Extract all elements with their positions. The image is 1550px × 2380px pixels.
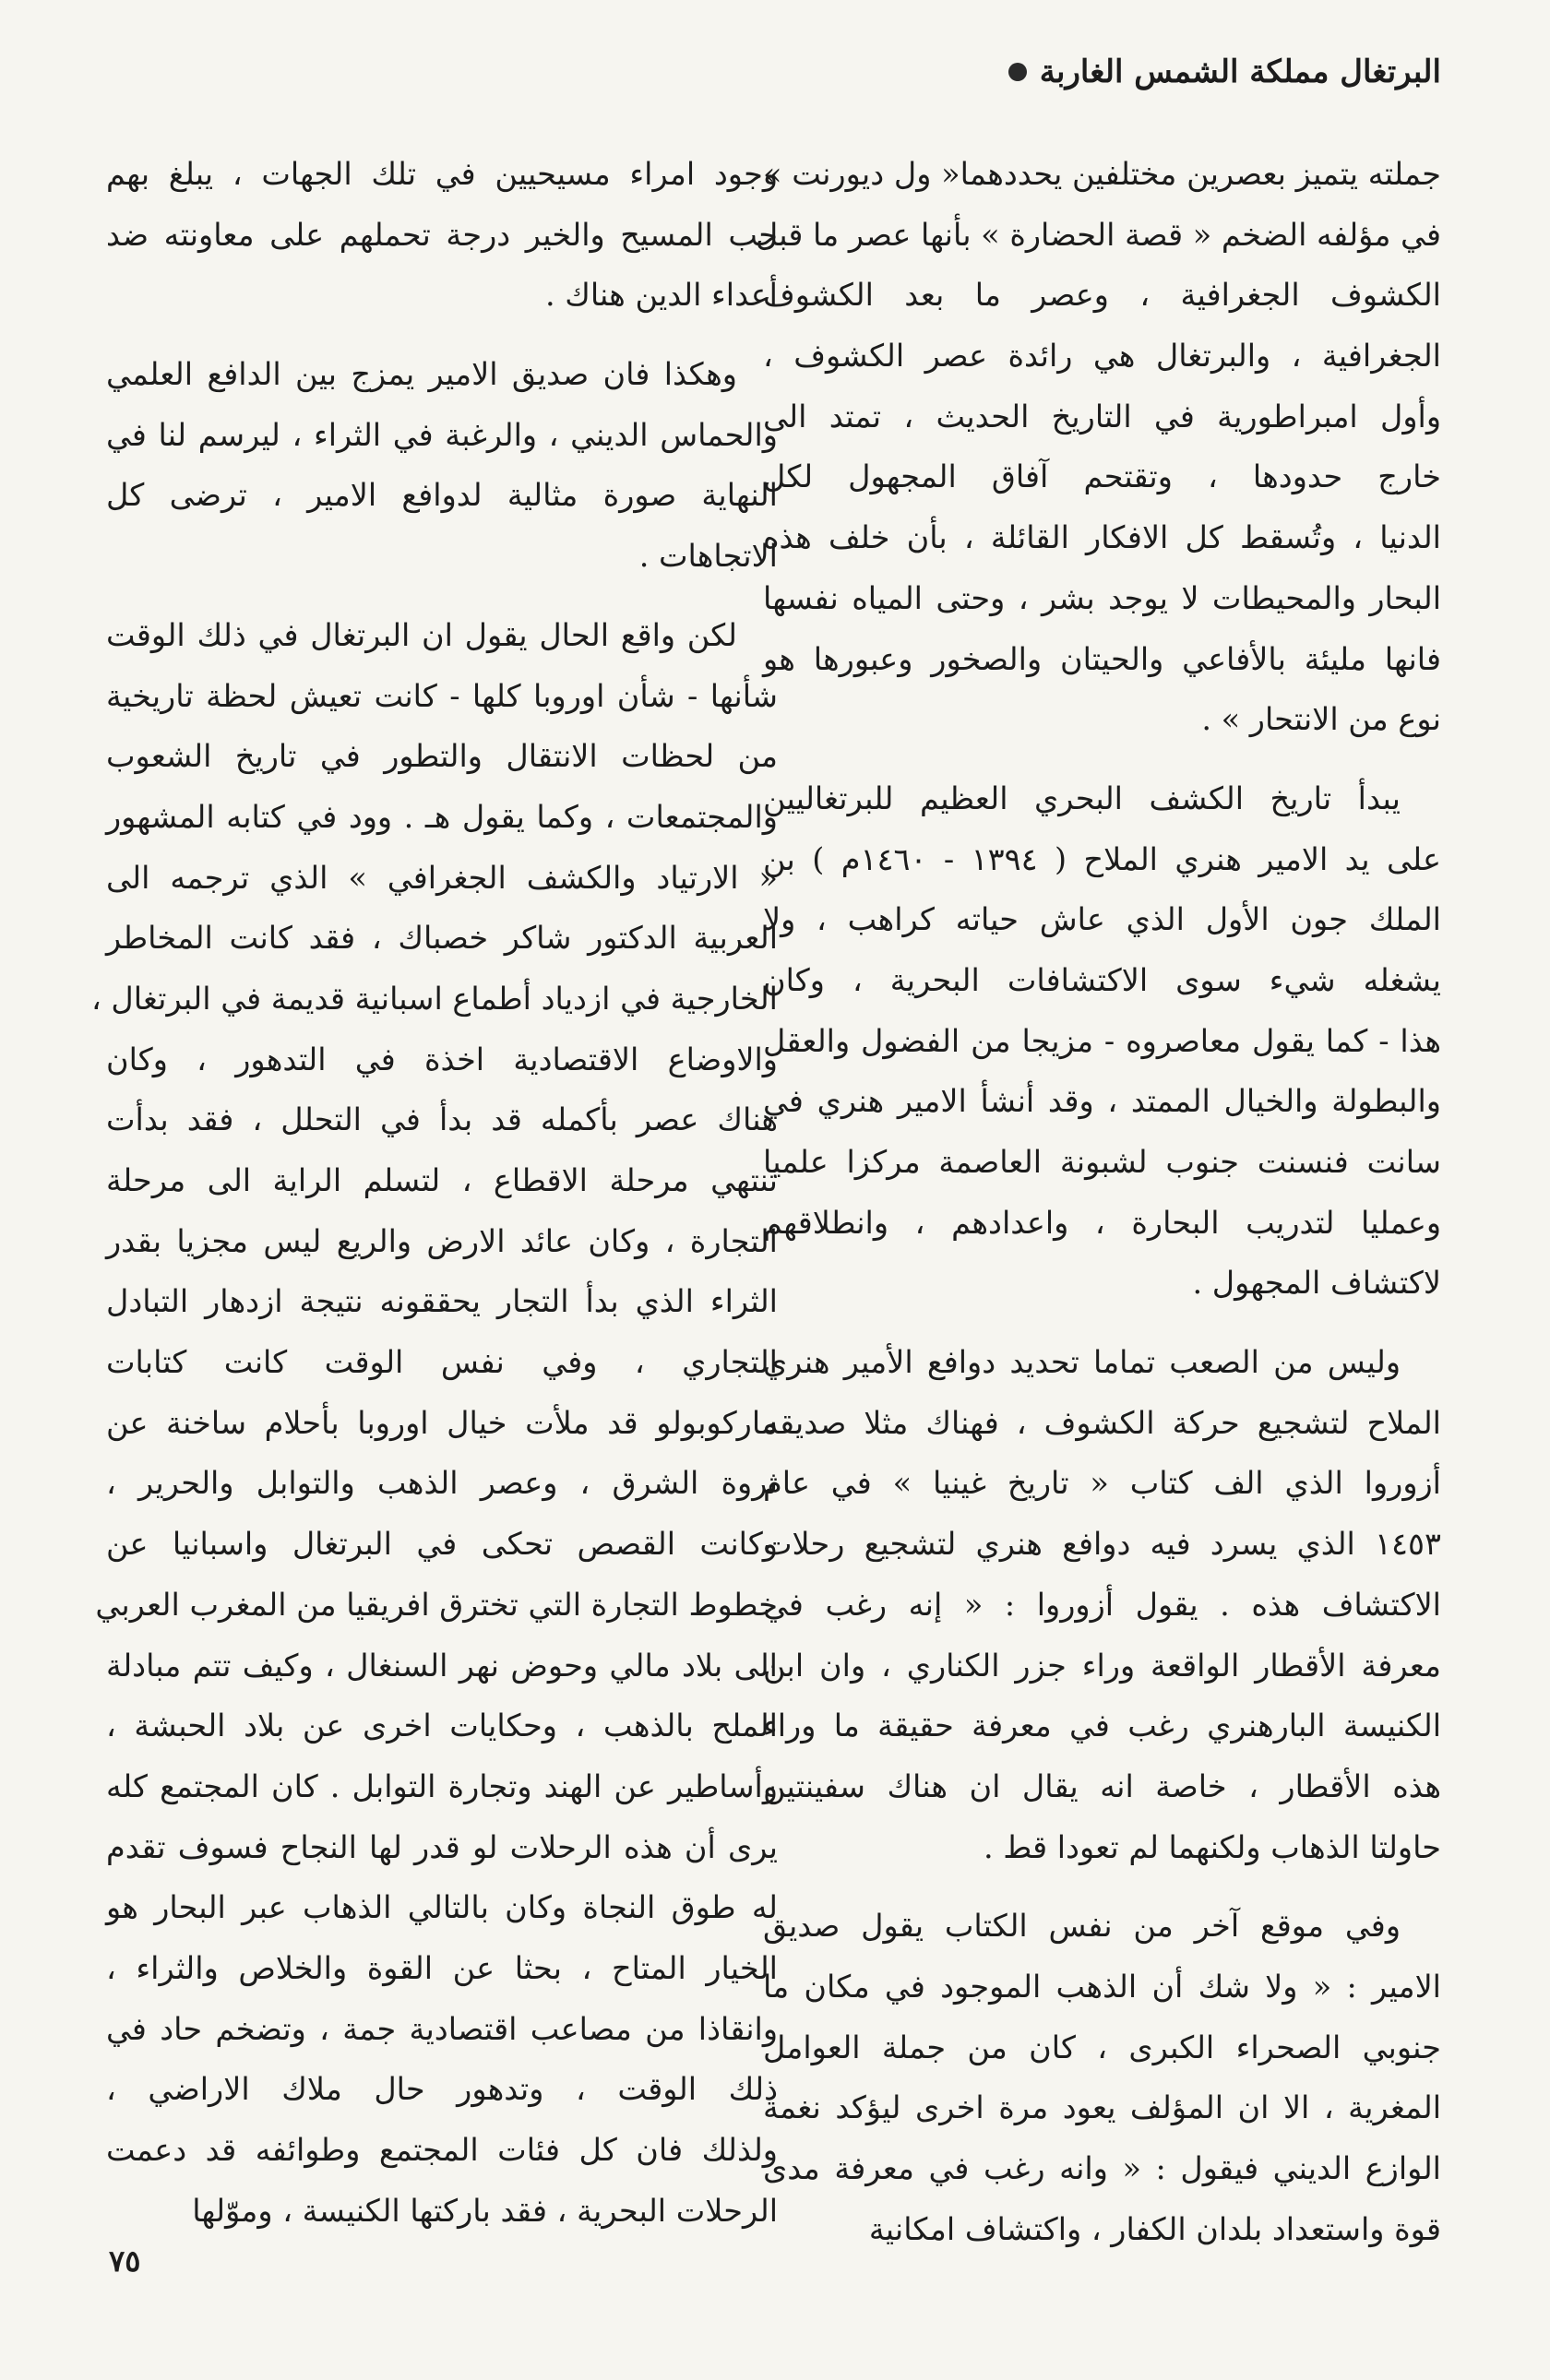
text-line: التجاري ، وفي نفس الوقت كانت كتابات [106,1344,778,1381]
text-line: شأنها - شأن اوروبا كلها - كانت تعيش لحظة تاريخية [106,677,778,714]
text-line: الملاح لتشجيع حركة الكشوف ، فهناك مثلا صديقه [763,1404,1441,1441]
text-line: يشغله شيء سوى الاكتشافات البحرية ، وكان [763,961,1441,998]
text-line: أزوروا الذي الف كتاب « تاريخ غينيا » في عام [763,1465,1441,1502]
text-line: لكن واقع الحال يقول ان البرتغال في ذلك الوقت [106,616,737,653]
text-line: معرفة الأقطار الواقعة وراء جزر الكناري ، وان ابن [763,1647,1441,1684]
text-line: يرى أن هذه الرحلات لو قدر لها النجاح فسوف تقدم [106,1828,778,1865]
text-line: ولذلك فان كل فئات المجتمع وطوائفه قد دعمت [106,2132,778,2168]
text-line: حب المسيح والخير درجة تحملهم على معاونته ضد [106,216,778,253]
text-line: « الارتياد والكشف الجغرافي » الذي ترجمه الى [106,859,778,896]
text-line: الجغرافية ، والبرتغال هي رائدة عصر الكشوف ، [763,338,1441,375]
text-line: والمجتمعات ، وكما يقول هـ . وود في كتابه المشهور [106,798,778,835]
text-line: الرحلات البحرية ، فقد باركتها الكنيسة ، وموّلها [192,2192,778,2229]
text-line: في مؤلفه الضخم « قصة الحضارة » بأنها عصر ما قبل [755,216,1441,253]
text-line: المغرية ، الا ان المؤلف يعود مرة اخرى ليؤكد نغمة [763,2089,1441,2126]
text-line: خارج حدودها ، وتقتحم آفاق المجهول لكل [763,458,1441,495]
text-line: وجود امراء مسيحيين في تلك الجهات ، يبلغ بهم [106,156,778,192]
text-line: حاولتا الذهاب ولكنهما لم تعودا قط . [983,1828,1441,1865]
text-line: الثراء الذي بدأ التجار يحققونه نتيجة ازدهار التبادل [106,1283,778,1320]
text-line: الملح بالذهب ، وحكايات اخرى عن بلاد الحبشة ، [106,1708,778,1744]
text-line: وعمليا لتدريب البحارة ، واعدادهم ، وانطلاقهم [763,1204,1441,1241]
text-line: ثروة الشرق ، وعصر الذهب والتوابل والحرير ، [106,1465,778,1502]
text-line: البحار والمحيطات لا يوجد بشر ، وحتى المياه نفسها [763,579,1441,616]
text-line: تنتهي مرحلة الاقطاع ، لتسلم الراية الى مرحلة [106,1162,778,1198]
text-line: له طوق النجاة وكان بالتالي الذهاب عبر البحار هو [106,1889,778,1926]
text-line: الدنيا ، وتُسقط كل الافكار القائلة ، بأن خلف هذه [763,519,1441,556]
text-line: وكانت القصص تحكى في البرتغال واسبانيا عن [106,1526,778,1563]
text-line: يبدأ تاريخ الكشف البحري العظيم للبرتغاليين [763,779,1401,816]
text-line: وليس من الصعب تماما تحديد دوافع الأمير هنري [763,1344,1401,1381]
text-line: الامير : « ولا شك أن الذهب الموجود في مكان ما [763,1968,1441,2005]
text-line: جملته يتميز بعصرين مختلفين يحددهما« ول ديورنت » [763,156,1441,192]
text-line: على يد الامير هنري الملاح ( ١٣٩٤ - ١٤٦٠م ) بن [763,840,1441,877]
text-line: أعداء الدين هناك . [544,277,778,314]
text-line: والحماس الديني ، والرغبة في الثراء ، ليرسم لنا في [106,416,778,453]
text-line: وانقاذا من مصاعب اقتصادية جمة ، وتضخم حاد في [106,2010,778,2047]
bullet-icon [1008,63,1027,81]
text-line: ذلك الوقت ، وتدهور حال ملاك الاراضي ، [106,2071,778,2108]
text-line: من لحظات الانتقال والتطور في تاريخ الشعوب [106,738,778,775]
text-line: قوة واستعداد بلدان الكفار ، واكتشاف امكانية [868,2210,1441,2247]
page-number: ٧٥ [109,2243,141,2279]
text-line: الوازع الديني فيقول : « وانه رغب في معرفة مدى [763,2150,1441,2186]
text-line: فانها مليئة بالأفاعي والحيتان والصخور وعبورها هو [763,640,1441,677]
text-line: الخارجية في ازدياد أطماع اسبانية قديمة في البرتغال ، [90,980,778,1017]
text-line: وأساطير عن الهند وتجارة التوابل . كان المجتمع كله [106,1767,778,1804]
text-line: خطوط التجارة التي تخترق افريقيا من المغرب العربي [95,1586,778,1623]
right-text-column [755,144,1441,2247]
text-line: الكشوف الجغرافية ، وعصر ما بعد الكشوف [763,277,1441,314]
text-line: هذا - كما يقول معاصروه - مزيجا من الفضول والعقل [763,1022,1441,1059]
text-line: سانت فنسنت جنوب لشبونة العاصمة مركزا علميا [763,1144,1441,1180]
text-line: العربية الدكتور شاكر خصباك ، فقد كانت المخاطر [106,920,778,957]
text-line: ماركوبولو قد ملأت خيال اوروبا بأحلام ساخنة عن [106,1404,778,1441]
text-line: نوع من الانتحار » . [1201,701,1441,738]
text-line: الى بلاد مالي وحوض نهر السنغال ، وكيف تتم مبادلة [106,1647,778,1684]
text-line: الاكتشاف هذه . يقول أزوروا : « إنه رغب في [763,1586,1441,1623]
text-line: التجارة ، وكان عائد الارض والريع ليس مجزيا بقدر [106,1222,778,1259]
running-header [1008,54,1441,90]
left-text-column [90,144,778,2229]
text-line: النهاية صورة مثالية لدوافع الامير ، ترضى كل [106,477,778,514]
text-line: هناك عصر بأكمله قد بدأ في التحلل ، فقد بدأت [106,1101,778,1138]
text-line: الكنيسة البارهنري رغب في معرفة حقيقة ما وراء [763,1708,1441,1744]
text-line: لاكتشاف المجهول . [1192,1265,1441,1302]
text-line: الخيار المتاح ، بحثا عن القوة والخلاص والثراء ، [106,1949,778,1986]
text-line: والاوضاع الاقتصادية اخذة في التدهور ، وكان [106,1041,778,1077]
text-line: جنوبي الصحراء الكبرى ، كان من جملة العوامل [763,2029,1441,2065]
text-line: والبطولة والخيال الممتد ، وقد أنشأ الامير هنري في [763,1083,1441,1120]
text-line: هذه الأقطار ، خاصة انه يقال ان هناك سفينتين [763,1767,1441,1804]
header-title: البرتغال مملكة الشمس الغاربة [1039,54,1441,90]
text-line: الاتجاهات . [638,538,778,575]
text-line: الملك جون الأول الذي عاش حياته كراهب ، ولا [763,901,1441,938]
text-line: وهكذا فان صديق الامير يمزج بين الدافع العلمي [106,356,737,393]
text-line: ١٤٥٣ الذي يسرد فيه دوافع هنري لتشجيع رحلات [763,1526,1441,1563]
text-line: وفي موقع آخر من نفس الكتاب يقول صديق [763,1908,1401,1945]
text-line: وأول امبراطورية في التاريخ الحديث ، تمتد الى [763,398,1441,434]
